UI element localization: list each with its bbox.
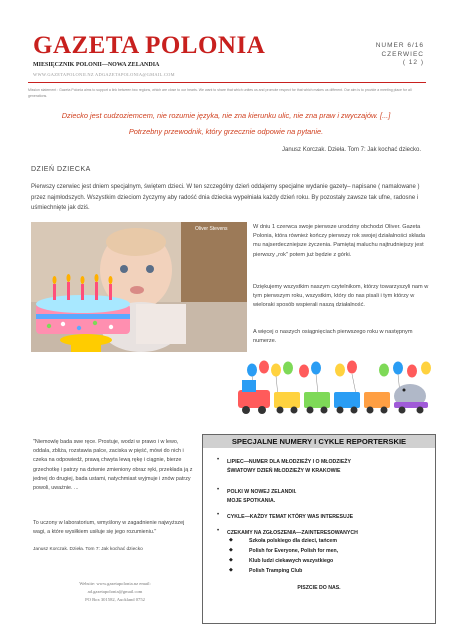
quote-line-1: Dziecko jest cudzoziemcem, nie rozumie języka, nie zna kierunku ulic, nie zna praw i zwyczajów. [...] [61,111,391,120]
bullet-icon: • [217,457,220,463]
birthday-photo-illustration [31,222,247,352]
quote-line-2: Potrzebny przewodnik, który grzecznie odpowie na pytanie. [128,127,324,136]
birthday-paragraph: W dniu 1 czerwca swoje pierwsze urodziny obchodzi Oliver. Gazeta Polonia, która również kończy pierwszy rok swojej działalności składa mu najserdeczniejsze życzenia. Pamiętaj maluchu najtrudniejszy jest pierwszy „rok" potem już będzie z górki. [253,224,425,258]
korczak-quote: "Niemowlę bada swe ręce. Prostuje, wodzi w prawo i w lewo, oddala, zbliża, rozstawia palce, zaciska w pięść, mówi do nich i czeka na odpowiedź, prawą chwyta lewą rękę i ciągnie, bierze grzechotkę i patrzy na dziwnie zmieniony obraz ręki, przekłada ją z jednej do drugiej, bada ustami, natychmiast wyjmuje i znów patrzy powoli, uważnie. ... [33,439,193,492]
special-sub-3: Klub ludzi ciekawych wszystkiego [249,558,334,564]
special-issues-box [202,434,436,624]
birthday-photo [31,222,247,352]
contact-footer [40,580,190,604]
special-sub-2: Polish for Everyone, Polish for men, [249,548,339,554]
issue-seq: ( 12 ) [402,59,424,66]
special-item-1-line-1: LIPIEC—NUMER DLA MŁODZIEŻY I O MŁODZIEŻY [227,459,351,465]
special-item-2-line-1: POLKI W NOWEJ ZELANDII. [227,489,297,495]
masthead-website: WWW.GAZETAPOLONII.NZ ADGAZETAPOLONIA@GMAIL.COM [33,72,175,77]
mission-statement: Mission statement : Gazeta Polonia aims to support a link between two regions, which are close to our hearts. We want to share that which unites us and promote respect for that which makes us different. Our aim is to provide a meeting place for all generations. [28,88,412,98]
special-sub-4: Polish Tramping Club [249,568,303,574]
special-item-4: CZEKAMY NA ZGŁOSZENIA—ZAINTERESOWANYCH [227,530,358,536]
issue-month: CZERWIEC [381,50,424,58]
special-item-3: CYKLE—KAŻDY TEMAT KTÓRY WAS INTERESUJE [227,514,354,520]
special-footer: PISZCIE DO NAS. [297,585,341,591]
bullet-icon: • [217,487,220,493]
diamond-icon: ◆ [229,557,233,563]
korczak-quote-2: To uczony w laboratorium, wmyślony w zagadnienie najwyższej wagi, a które wysiłkiem usiłuje się jego rozumieniu." [33,520,185,536]
quote-attribution: Janusz Korczak. Dzieła. Tom 7: Jak kochać dziecko. [282,147,421,153]
special-item-1-line-2: ŚWIATOWY DZIEŃ MŁODZIEŻY W KRAKOWIE [227,468,341,474]
special-heading: SPECJALNE NUMERY I CYKLE REPORTERSKIE [203,435,435,448]
diamond-icon: ◆ [229,567,233,573]
diamond-icon: ◆ [229,547,233,553]
special-item-2-line-2: MOJE SPOTKANIA. [227,498,276,504]
issue-info [376,42,424,68]
special-sub-1: Szkoła polskiego dla dzieci, tańcem [249,538,337,544]
footer-email[interactable]: ad.gazetapolonia@gmail.com [87,589,143,594]
masthead-rule [28,82,426,83]
thanks-paragraph: Dziękujemy wszystkim naszym czytelnikom, którzy towarzyszyli nam w tym pierwszym roku, wszystkim, który do nas pisali i tym którzy w wieloraki sposób wspierali naszą działalność. [253,284,429,309]
train-illustration [230,360,436,420]
masthead-subtitle: MIESIĘCZNIK POLONII—NOWA ZELANDIA [33,62,160,68]
bullet-icon: • [217,512,220,518]
bullet-icon: • [217,528,220,534]
intro-paragraph: Pierwszy czerwiec jest dniem specjalnym, świętem dzieci. W ten szczególny dzień oddajemy specjalne wydanie gazety– napisane ( namalowane ) przez najmłodszych. Wszystkim dzieciom życzymy aby radość dnia dziecka wypełniała każdy dzień roku. By pozostały zawsze tak ufne, radosne i uśmiechnięte jak dziś. [31,184,420,211]
diamond-icon: ◆ [229,537,233,543]
more-paragraph: A więcej o naszych osiągnięciach pierwszego roku w następnym numerze. [253,329,413,345]
korczak-attribution: Janusz Korczak. Dzieła. Tom 7: Jak kochać dziecko [33,547,143,552]
footer-website[interactable]: Website: www.gazetapolonia.nz email: [79,581,151,586]
photo-caption: Oliver Stevens [195,226,228,232]
footer-address: PO Box 301582, Auckland 0752 [85,597,145,602]
masthead-title: GAZETA POLONIA [33,32,266,59]
section-title: DZIEŃ DZIECKA [31,166,91,173]
train-icon [230,360,436,420]
issue-number: NUMER 6/16 [375,42,424,49]
